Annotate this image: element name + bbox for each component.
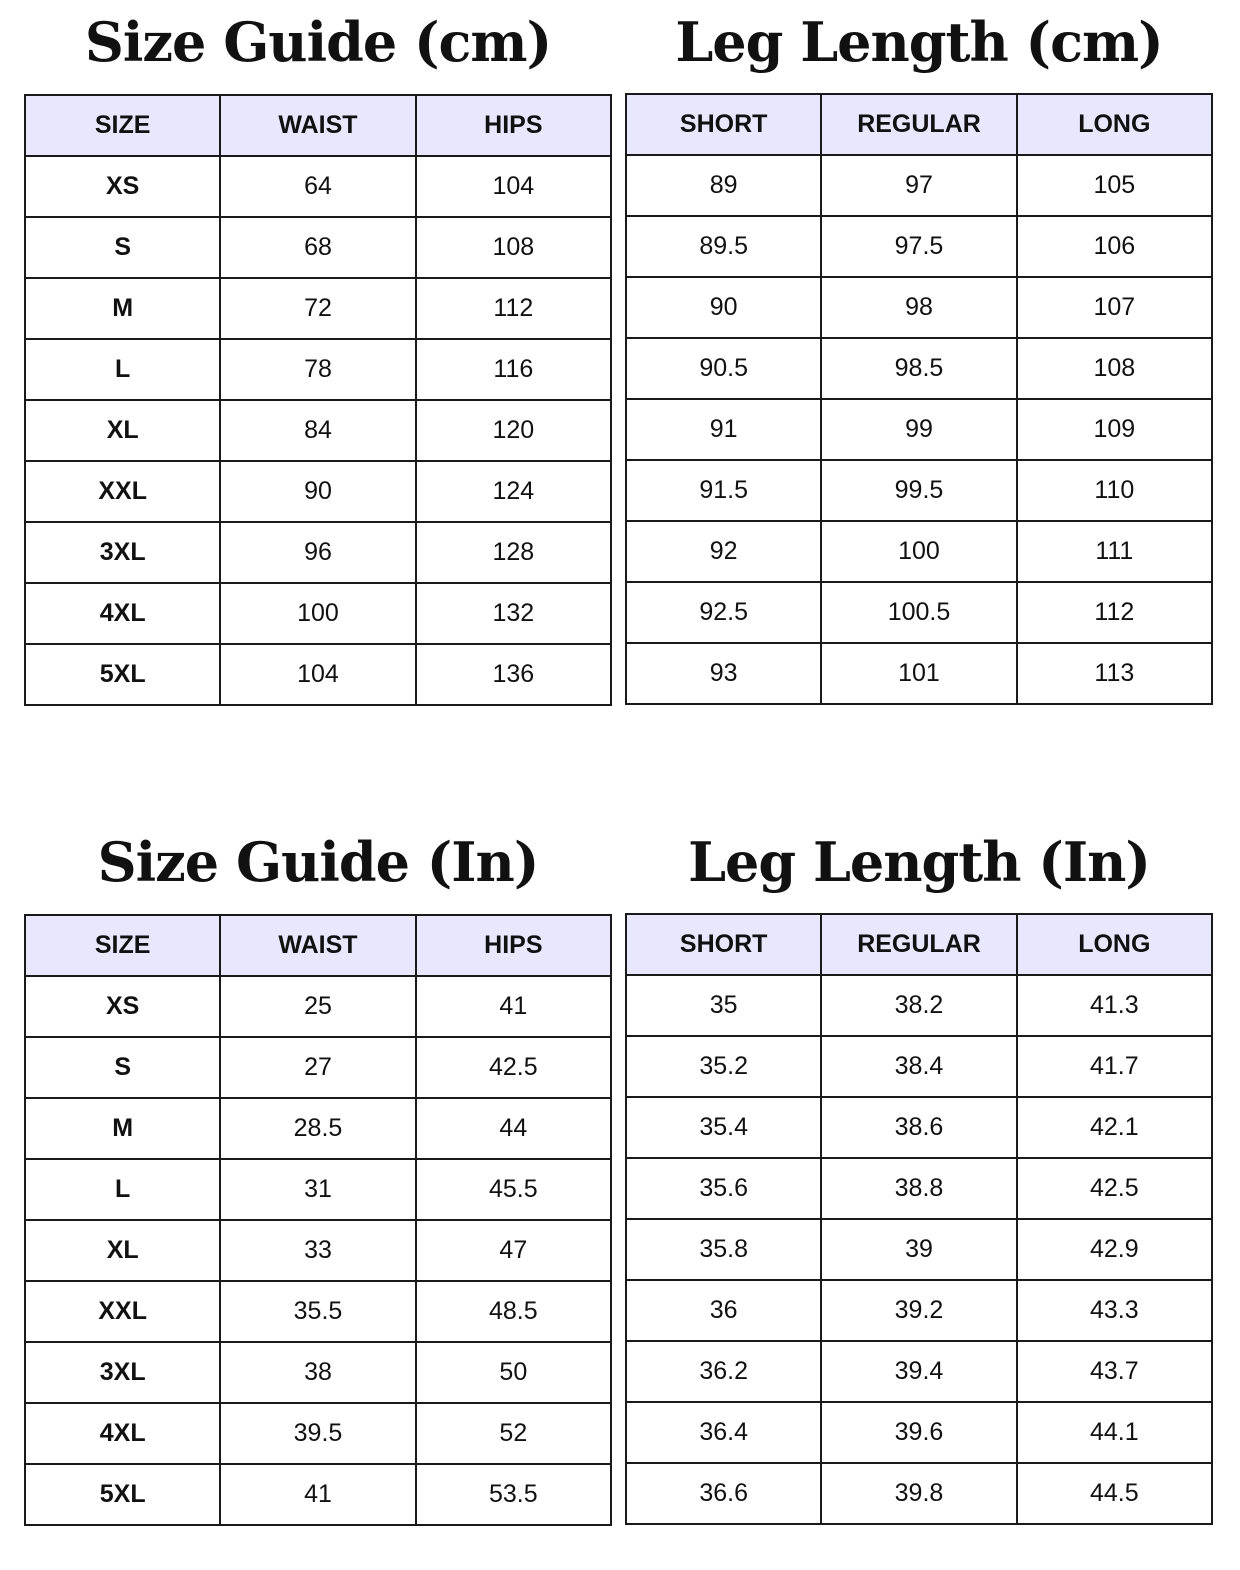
value-cell: 98 (821, 277, 1016, 338)
size-label-cell: M (25, 278, 220, 339)
value-cell: 109 (1017, 399, 1212, 460)
value-cell: 38.6 (821, 1097, 1016, 1158)
column-header: HIPS (416, 95, 611, 156)
value-cell: 113 (1017, 643, 1212, 704)
table-row (25, 583, 611, 644)
value-cell: 39.2 (821, 1280, 1016, 1341)
value-cell: 96 (220, 522, 415, 583)
value-cell: 106 (1017, 216, 1212, 277)
table-row (25, 976, 611, 1037)
value-cell: 31 (220, 1159, 415, 1220)
table-row (25, 522, 611, 583)
size-label-cell: 5XL (25, 1464, 220, 1525)
value-cell: 99.5 (821, 460, 1016, 521)
table-row (626, 643, 1212, 704)
value-cell: 89.5 (626, 216, 821, 277)
size-label-cell: XL (25, 400, 220, 461)
table-header-row (25, 95, 611, 156)
value-cell: 41 (416, 976, 611, 1037)
table-row (626, 1219, 1212, 1280)
column-header: WAIST (220, 915, 415, 976)
size-label-cell: S (25, 217, 220, 278)
value-cell: 25 (220, 976, 415, 1037)
value-cell: 128 (416, 522, 611, 583)
table-row (626, 155, 1212, 216)
value-cell: 36 (626, 1280, 821, 1341)
size-label-cell: 3XL (25, 522, 220, 583)
value-cell: 78 (220, 339, 415, 400)
value-cell: 100.5 (821, 582, 1016, 643)
value-cell: 42.1 (1017, 1097, 1212, 1158)
leg-length-cm-table (625, 93, 1213, 705)
value-cell: 124 (416, 461, 611, 522)
table-row (626, 1463, 1212, 1524)
size-guide-in-title: Size Guide (In) (97, 830, 539, 894)
value-cell: 90.5 (626, 338, 821, 399)
column-header: WAIST (220, 95, 415, 156)
value-cell: 101 (821, 643, 1016, 704)
table-row (626, 1280, 1212, 1341)
value-cell: 45.5 (416, 1159, 611, 1220)
value-cell: 36.2 (626, 1341, 821, 1402)
value-cell: 27 (220, 1037, 415, 1098)
value-cell: 89 (626, 155, 821, 216)
value-cell: 38 (220, 1342, 415, 1403)
size-label-cell: XS (25, 156, 220, 217)
table-row (25, 1159, 611, 1220)
value-cell: 38.4 (821, 1036, 1016, 1097)
value-cell: 91 (626, 399, 821, 460)
value-cell: 41.7 (1017, 1036, 1212, 1097)
size-label-cell: 4XL (25, 583, 220, 644)
value-cell: 112 (1017, 582, 1212, 643)
table-row (25, 644, 611, 705)
value-cell: 44.5 (1017, 1463, 1212, 1524)
table-row (25, 1098, 611, 1159)
size-label-cell: L (25, 1159, 220, 1220)
value-cell: 120 (416, 400, 611, 461)
value-cell: 72 (220, 278, 415, 339)
table-row (626, 521, 1212, 582)
size-label-cell: XXL (25, 461, 220, 522)
column-header: SHORT (626, 94, 821, 155)
column-header: LONG (1017, 94, 1212, 155)
table-row (25, 1342, 611, 1403)
value-cell: 97 (821, 155, 1016, 216)
value-cell: 38.8 (821, 1158, 1016, 1219)
table-header-row (626, 914, 1212, 975)
value-cell: 132 (416, 583, 611, 644)
table-row (25, 400, 611, 461)
table-row (626, 1402, 1212, 1463)
table-row (25, 461, 611, 522)
value-cell: 33 (220, 1220, 415, 1281)
value-cell: 52 (416, 1403, 611, 1464)
value-cell: 35.4 (626, 1097, 821, 1158)
column-header: LONG (1017, 914, 1212, 975)
value-cell: 116 (416, 339, 611, 400)
column-header: SHORT (626, 914, 821, 975)
table-row (25, 156, 611, 217)
column-header: REGULAR (821, 914, 1016, 975)
table-row (626, 1036, 1212, 1097)
column-header: HIPS (416, 915, 611, 976)
table-row (626, 460, 1212, 521)
table-row (626, 338, 1212, 399)
table-row (25, 1220, 611, 1281)
size-label-cell: M (25, 1098, 220, 1159)
size-label-cell: S (25, 1037, 220, 1098)
value-cell: 92 (626, 521, 821, 582)
size-label-cell: L (25, 339, 220, 400)
value-cell: 100 (821, 521, 1016, 582)
leg-length-cm-title: Leg Length (cm) (675, 10, 1163, 74)
value-cell: 36.6 (626, 1463, 821, 1524)
table-row (25, 339, 611, 400)
value-cell: 90 (220, 461, 415, 522)
value-cell: 44.1 (1017, 1402, 1212, 1463)
value-cell: 39.4 (821, 1341, 1016, 1402)
value-cell: 39 (821, 1219, 1016, 1280)
value-cell: 44 (416, 1098, 611, 1159)
value-cell: 35 (626, 975, 821, 1036)
table-row (626, 1158, 1212, 1219)
value-cell: 112 (416, 278, 611, 339)
value-cell: 35.6 (626, 1158, 821, 1219)
table-row (626, 1341, 1212, 1402)
table-row (25, 278, 611, 339)
column-header: SIZE (25, 95, 220, 156)
table-row (626, 216, 1212, 277)
value-cell: 111 (1017, 521, 1212, 582)
value-cell: 98.5 (821, 338, 1016, 399)
table-row (25, 1403, 611, 1464)
value-cell: 42.5 (1017, 1158, 1212, 1219)
value-cell: 35.2 (626, 1036, 821, 1097)
table-row (626, 277, 1212, 338)
value-cell: 104 (220, 644, 415, 705)
size-label-cell: 4XL (25, 1403, 220, 1464)
value-cell: 38.2 (821, 975, 1016, 1036)
value-cell: 35.5 (220, 1281, 415, 1342)
size-label-cell: XXL (25, 1281, 220, 1342)
value-cell: 42.5 (416, 1037, 611, 1098)
value-cell: 48.5 (416, 1281, 611, 1342)
value-cell: 42.9 (1017, 1219, 1212, 1280)
value-cell: 136 (416, 644, 611, 705)
size-label-cell: XL (25, 1220, 220, 1281)
value-cell: 90 (626, 277, 821, 338)
value-cell: 91.5 (626, 460, 821, 521)
table-header-row (25, 915, 611, 976)
column-header: REGULAR (821, 94, 1016, 155)
column-header: SIZE (25, 915, 220, 976)
size-label-cell: XS (25, 976, 220, 1037)
value-cell: 68 (220, 217, 415, 278)
table-row (25, 1037, 611, 1098)
table-row (626, 399, 1212, 460)
table-row (626, 582, 1212, 643)
value-cell: 28.5 (220, 1098, 415, 1159)
value-cell: 41.3 (1017, 975, 1212, 1036)
table-row (626, 1097, 1212, 1158)
value-cell: 47 (416, 1220, 611, 1281)
value-cell: 97.5 (821, 216, 1016, 277)
value-cell: 93 (626, 643, 821, 704)
size-guide-cm-title: Size Guide (cm) (84, 10, 552, 74)
value-cell: 108 (1017, 338, 1212, 399)
table-row (25, 1281, 611, 1342)
size-guide-cm-table (24, 94, 612, 706)
value-cell: 99 (821, 399, 1016, 460)
table-row (626, 975, 1212, 1036)
value-cell: 64 (220, 156, 415, 217)
value-cell: 84 (220, 400, 415, 461)
value-cell: 39.5 (220, 1403, 415, 1464)
size-guide-in-table (24, 914, 612, 1526)
value-cell: 43.3 (1017, 1280, 1212, 1341)
value-cell: 92.5 (626, 582, 821, 643)
value-cell: 108 (416, 217, 611, 278)
leg-length-in-title: Leg Length (In) (688, 830, 1150, 894)
value-cell: 39.6 (821, 1402, 1016, 1463)
table-header-row (626, 94, 1212, 155)
value-cell: 107 (1017, 277, 1212, 338)
size-label-cell: 3XL (25, 1342, 220, 1403)
value-cell: 100 (220, 583, 415, 644)
value-cell: 104 (416, 156, 611, 217)
value-cell: 36.4 (626, 1402, 821, 1463)
value-cell: 41 (220, 1464, 415, 1525)
value-cell: 43.7 (1017, 1341, 1212, 1402)
value-cell: 39.8 (821, 1463, 1016, 1524)
table-row (25, 1464, 611, 1525)
size-label-cell: 5XL (25, 644, 220, 705)
leg-length-in-table (625, 913, 1213, 1525)
value-cell: 53.5 (416, 1464, 611, 1525)
value-cell: 50 (416, 1342, 611, 1403)
table-row (25, 217, 611, 278)
value-cell: 35.8 (626, 1219, 821, 1280)
value-cell: 105 (1017, 155, 1212, 216)
value-cell: 110 (1017, 460, 1212, 521)
